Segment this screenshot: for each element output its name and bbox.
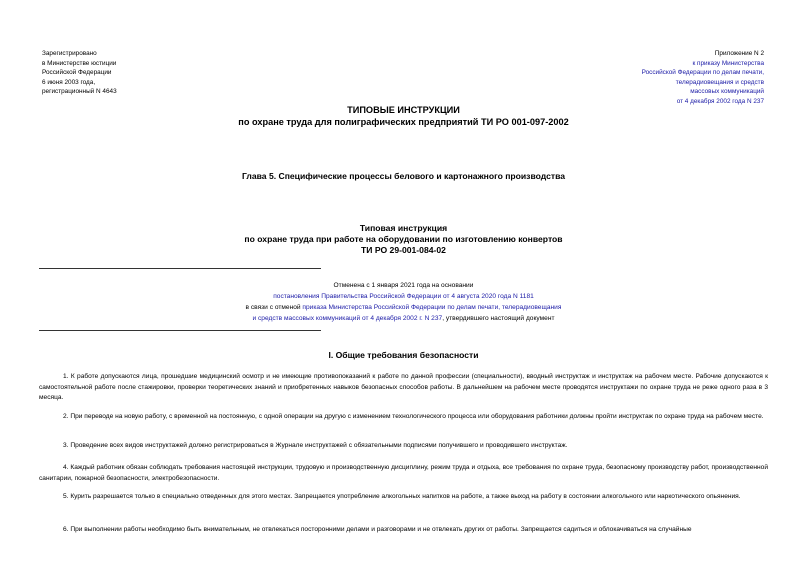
government-decree-link[interactable]: постановления Правительства Российской Федерации от 4 августа 2020 года N 1181 xyxy=(273,293,534,300)
ministry-order-link[interactable]: приказа Министерства Российской Федерации по делам печати, телерадиовещания xyxy=(302,304,562,311)
registration-line: в Министерстве юстиции xyxy=(42,59,117,67)
divider-bottom xyxy=(39,330,321,331)
paragraph: 3. Проведение всех видов инструктажей должно регистрироваться в Журнале инструктажей с обязательными подписями получившего и проводившего инструктаж. xyxy=(63,442,568,449)
section-heading: I. Общие требования безопасности xyxy=(328,350,479,360)
cancellation-text: , утвердившего настоящий документ xyxy=(442,315,555,322)
paragraph: 1. К работе допускаются лица, прошедшие медицинский осмотр и не имеющие противопоказаний к работе по данной профессии (специальности), вводный инструктаж и инструктаж на рабочем месте. Рабочие допускаются к самостоятельной работе после стажировки, проверки теоретических знаний и приобретенных навыков безопасных способов работы. В дальнейшем на рабочем месте проводятся инструктажи по охране труда не реже одного раза в 3 месяца. xyxy=(39,373,768,401)
chapter-heading: Глава 5. Специфические процессы белового и картонажного производства xyxy=(241,171,566,181)
appendix-block xyxy=(524,49,764,107)
paragraph: 5. Курить разрешается только в специально отведенных для этого местах. Запрещается употребление алкогольных напитков на работе, а также выход на работу в состоянии алкогольного или наркотического опьянения. xyxy=(63,493,741,500)
instruction-title-line: Типовая инструкция xyxy=(359,223,448,233)
document-title-line: ТИПОВЫЕ ИНСТРУКЦИИ xyxy=(347,105,460,115)
document-title xyxy=(0,105,807,128)
appendix-order-link[interactable]: Российской Федерации по делам печати, xyxy=(641,69,764,77)
paragraph: 6. При выполнении работы необходимо быть внимательным, не отвлекаться посторонними делами и разговорами и не отвлекать других от работы. Запрещается садиться и облокачиваться на случайные xyxy=(63,526,692,533)
appendix-order-link[interactable]: массовых коммуникаций xyxy=(690,88,764,96)
instruction-code: ТИ РО 29-001-084-02 xyxy=(361,245,446,255)
ministry-order-link-cont[interactable]: и средств массовых коммуникаций от 4 декабря 2002 г. N 237 xyxy=(252,315,443,322)
appendix-order-link[interactable]: к приказу Министерства xyxy=(692,59,764,67)
cancellation-notice xyxy=(0,280,807,324)
registration-line: Российской Федерации xyxy=(42,69,112,77)
instruction-title xyxy=(0,223,807,256)
cancellation-text: в связи с отменой xyxy=(245,304,303,311)
registration-block xyxy=(42,49,192,97)
instruction-title-line: по охране труда при работе на оборудовании по изготовлению конвертов xyxy=(244,234,563,244)
divider-top xyxy=(39,268,321,269)
document-subtitle-line: по охране труда для полиграфических предприятий ТИ РО 001-097-2002 xyxy=(238,116,569,127)
registration-line: регистрационный N 4643 xyxy=(42,88,117,96)
cancellation-line: Отменена с 1 января 2021 года на основании xyxy=(333,282,474,289)
paragraph: 2. При переводе на новую работу, с временной на постоянную, с одной операции на другую с изменением технологического процесса или оборудования работники должны пройти инструктаж по охране труда на рабочем месте. xyxy=(63,413,764,420)
registration-line: 6 июня 2003 года, xyxy=(42,78,96,86)
appendix-order-link[interactable]: телерадиовещания и средств xyxy=(675,78,764,86)
registration-line: Зарегистрировано xyxy=(42,50,97,57)
appendix-order-link[interactable]: от 4 декабря 2002 года N 237 xyxy=(676,97,764,105)
paragraph: 4. Каждый работник обязан соблюдать требования настоящей инструкции, трудовую и производственную дисциплину, режим труда и отдыха, все требования по охране труда, безопасному производству работ, производственной санитарии, пожарной безопасности, электробезопасности. xyxy=(39,464,768,482)
appendix-label: Приложение N 2 xyxy=(714,50,764,57)
